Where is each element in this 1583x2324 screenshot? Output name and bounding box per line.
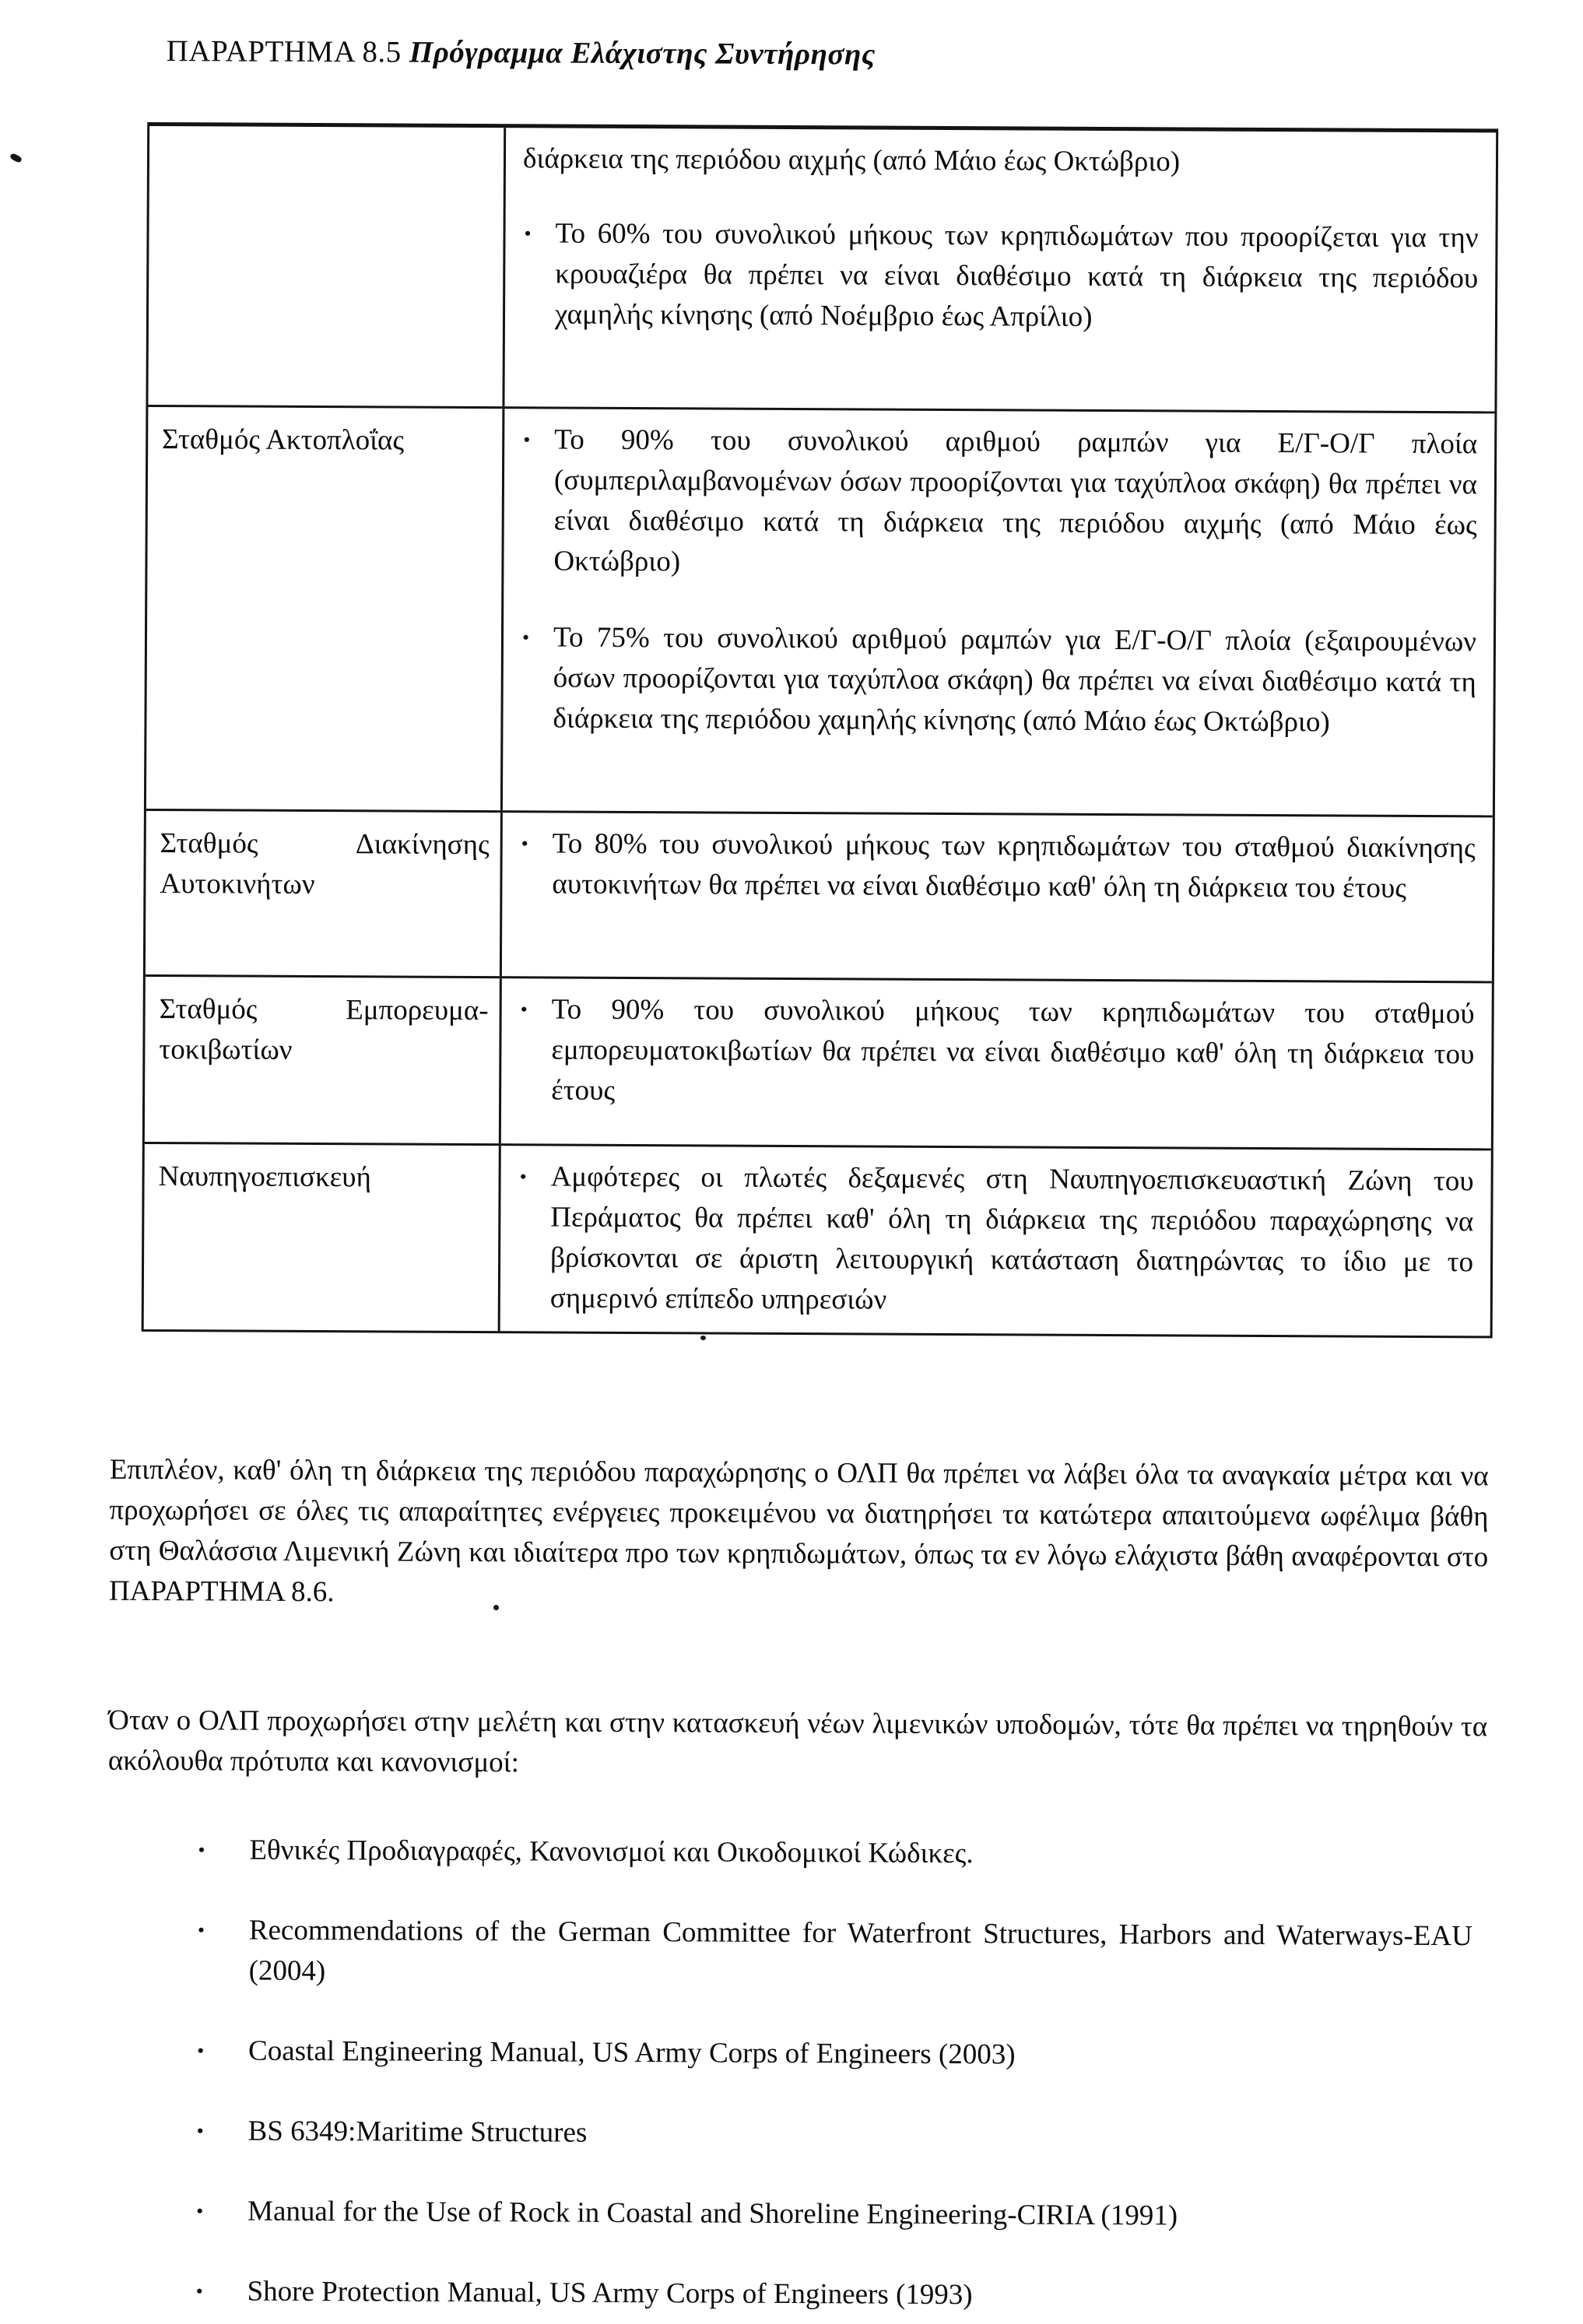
- list-item: • Shore Protection Manual, US Army Corps of Engineers (1993): [192, 2271, 1470, 2318]
- category-cell: Σταθμός Ακτοπλοΐας: [146, 407, 505, 810]
- list-item: • BS 6349:Maritime Structures: [193, 2111, 1471, 2157]
- category-cell: Ναυπηγοεπισκευή: [144, 1144, 501, 1331]
- category-cell: Σταθμός Διακίνησης Αυτοκινήτων: [146, 811, 503, 976]
- requirements-cell: [503, 409, 1495, 815]
- list-item: • Recommendations of the German Committee for Waterfront Structures, Harbors and Waterways-EAU (2004): [194, 1910, 1472, 1997]
- list-item: • Το 90% του συνολικού μήκους των κρηπιδωμάτων του σταθμού εμπορευματοκιβωτίων θα πρέπει να είναι διαθέσιμο καθ' όλη τη διάρκεια του έτους: [511, 989, 1475, 1115]
- standards-intro-paragraph: Όταν ο ΟΛΠ προχωρήσει στην μελέτη και στην κατασκευή νέων λιμενικών υποδομών, τότε θα πρέπει να τηρηθούν τα ακόλουθα πρότυπα και κανονισμοί:: [107, 1704, 1488, 1779]
- requirements-cell: [502, 813, 1493, 981]
- minimum-maintenance-table: [142, 122, 1499, 1338]
- appendix-title: Πρόγραμμα Ελάχιστης Συντήρησης: [409, 35, 876, 72]
- table-row: [148, 126, 1496, 411]
- table-row: [146, 809, 1493, 981]
- standards-list: [192, 1830, 1472, 2318]
- list-item: • Manual for the Use of Rock in Coastal and Shoreline Engineering-CIRIA (1991): [193, 2191, 1471, 2238]
- bullet-icon: •: [521, 626, 530, 649]
- list-item: • Το 60% του συνολικού μήκους των κρηπιδωμάτων που προορίζεται για την κρουαζιέρα θα πρέπει να είναι διαθέσιμο κατά τη διάρκεια της περιόδου χαμηλής κίνησης (από Νοέμβριο έως Απρίλιο): [514, 213, 1479, 339]
- appendix-number: ΠΑΡΑΡΤΗΜΑ 8.5: [166, 34, 402, 69]
- table-row: [145, 974, 1492, 1148]
- bullet-icon: •: [520, 998, 528, 1021]
- requirements-cell: [504, 128, 1496, 411]
- bullet-icon: •: [196, 2119, 204, 2143]
- continued-text: διάρκεια της περιόδου αιχμής (από Μάιο έως Οκτώβριο): [522, 142, 1181, 178]
- bullet-icon: •: [197, 2039, 205, 2062]
- requirements-cell: [500, 1146, 1491, 1336]
- requirements-cell: [501, 978, 1492, 1148]
- list-item: • Coastal Engineering Manual, US Army Corps of Engineers (2003): [194, 2031, 1472, 2077]
- bullet-icon: •: [198, 1838, 205, 1862]
- category-cell: [148, 126, 506, 406]
- bullet-icon: •: [196, 2199, 204, 2223]
- list-item: • Εθνικές Προδιαγραφές, Κανονισμοί και Οικοδομικοί Κώδικες.: [195, 1830, 1472, 1876]
- bullet-icon: •: [195, 2280, 203, 2303]
- bullet-icon: •: [524, 222, 532, 245]
- scan-speck: [700, 1336, 706, 1340]
- list-item: • Το 90% του συνολικού αριθμού ραμπών για Ε/Γ-Ο/Γ πλοία (συμπεριλαμβανομένων όσων προορίζονται για ταχύπλοα σκάφη) θα πρέπει να είναι διαθέσιμο κατά τη διάρκεια της περιόδου αιχμής (από Μάιο έως Οκτώβριο): [513, 420, 1477, 586]
- dredging-paragraph: Επιπλέον, καθ' όλη τη διάρκεια της περιόδου παραχώρησης ο ΟΛΠ θα πρέπει να λάβει όλα τα αναγκαία μέτρα και να προχωρήσει σε όλες τις απαραίτητες ενέργειες προκειμένου να διατηρήσει τα κατώτερα απαιτούμενα ωφέλιμα βάθη στη Θαλάσσια Λιμενική Ζώνη και ιδιαίτερα προ των κρηπιδωμάτων, όπως τα εν λόγω ελάχιστα βάθη αναφέρονται στο ΠΑΡΑΡΤΗΜΑ 8.6.: [108, 1453, 1489, 1609]
- scan-speck: [493, 1605, 499, 1610]
- bullet-icon: •: [521, 832, 528, 855]
- page-title: [167, 32, 1583, 78]
- category-cell: Σταθμός Εμπορευμα- τοκιβωτίων: [145, 977, 502, 1143]
- bullet-icon: •: [519, 1165, 527, 1188]
- table-row: [144, 1142, 1491, 1336]
- list-item: • Το 75% του συνολικού αριθμού ραμπών για Ε/Γ-Ο/Γ πλοία (εξαιρουμένων όσων προορίζονται για ταχύπλοα σκάφη) θα πρέπει να είναι διαθέσιμο κατά τη διάρκεια της περιόδου χαμηλής κίνησης (από Μάιο έως Οκτώβριο): [512, 617, 1476, 743]
- table-row: [146, 405, 1495, 815]
- bullet-icon: •: [197, 1919, 205, 1942]
- list-item: • Το 80% του συνολικού μήκους των κρηπιδωμάτων του σταθμού διακίνησης αυτοκινήτων θα πρέπει να είναι διαθέσιμο καθ' όλη τη διάρκεια του έτους: [511, 823, 1475, 909]
- bullet-icon: •: [523, 428, 531, 451]
- list-item: • Αμφότερες οι πλωτές δεξαμενές στη Ναυπηγοεπισκευαστική Ζώνη του Περάματος θα πρέπει καθ' όλη τη διάρκεια της περιόδου παραχώρησης να βρίσκονται σε άριστη λειτουργική κατάσταση διατηρώντας το ίδιο με το σημερινό επίπεδο υπηρεσιών: [510, 1157, 1474, 1323]
